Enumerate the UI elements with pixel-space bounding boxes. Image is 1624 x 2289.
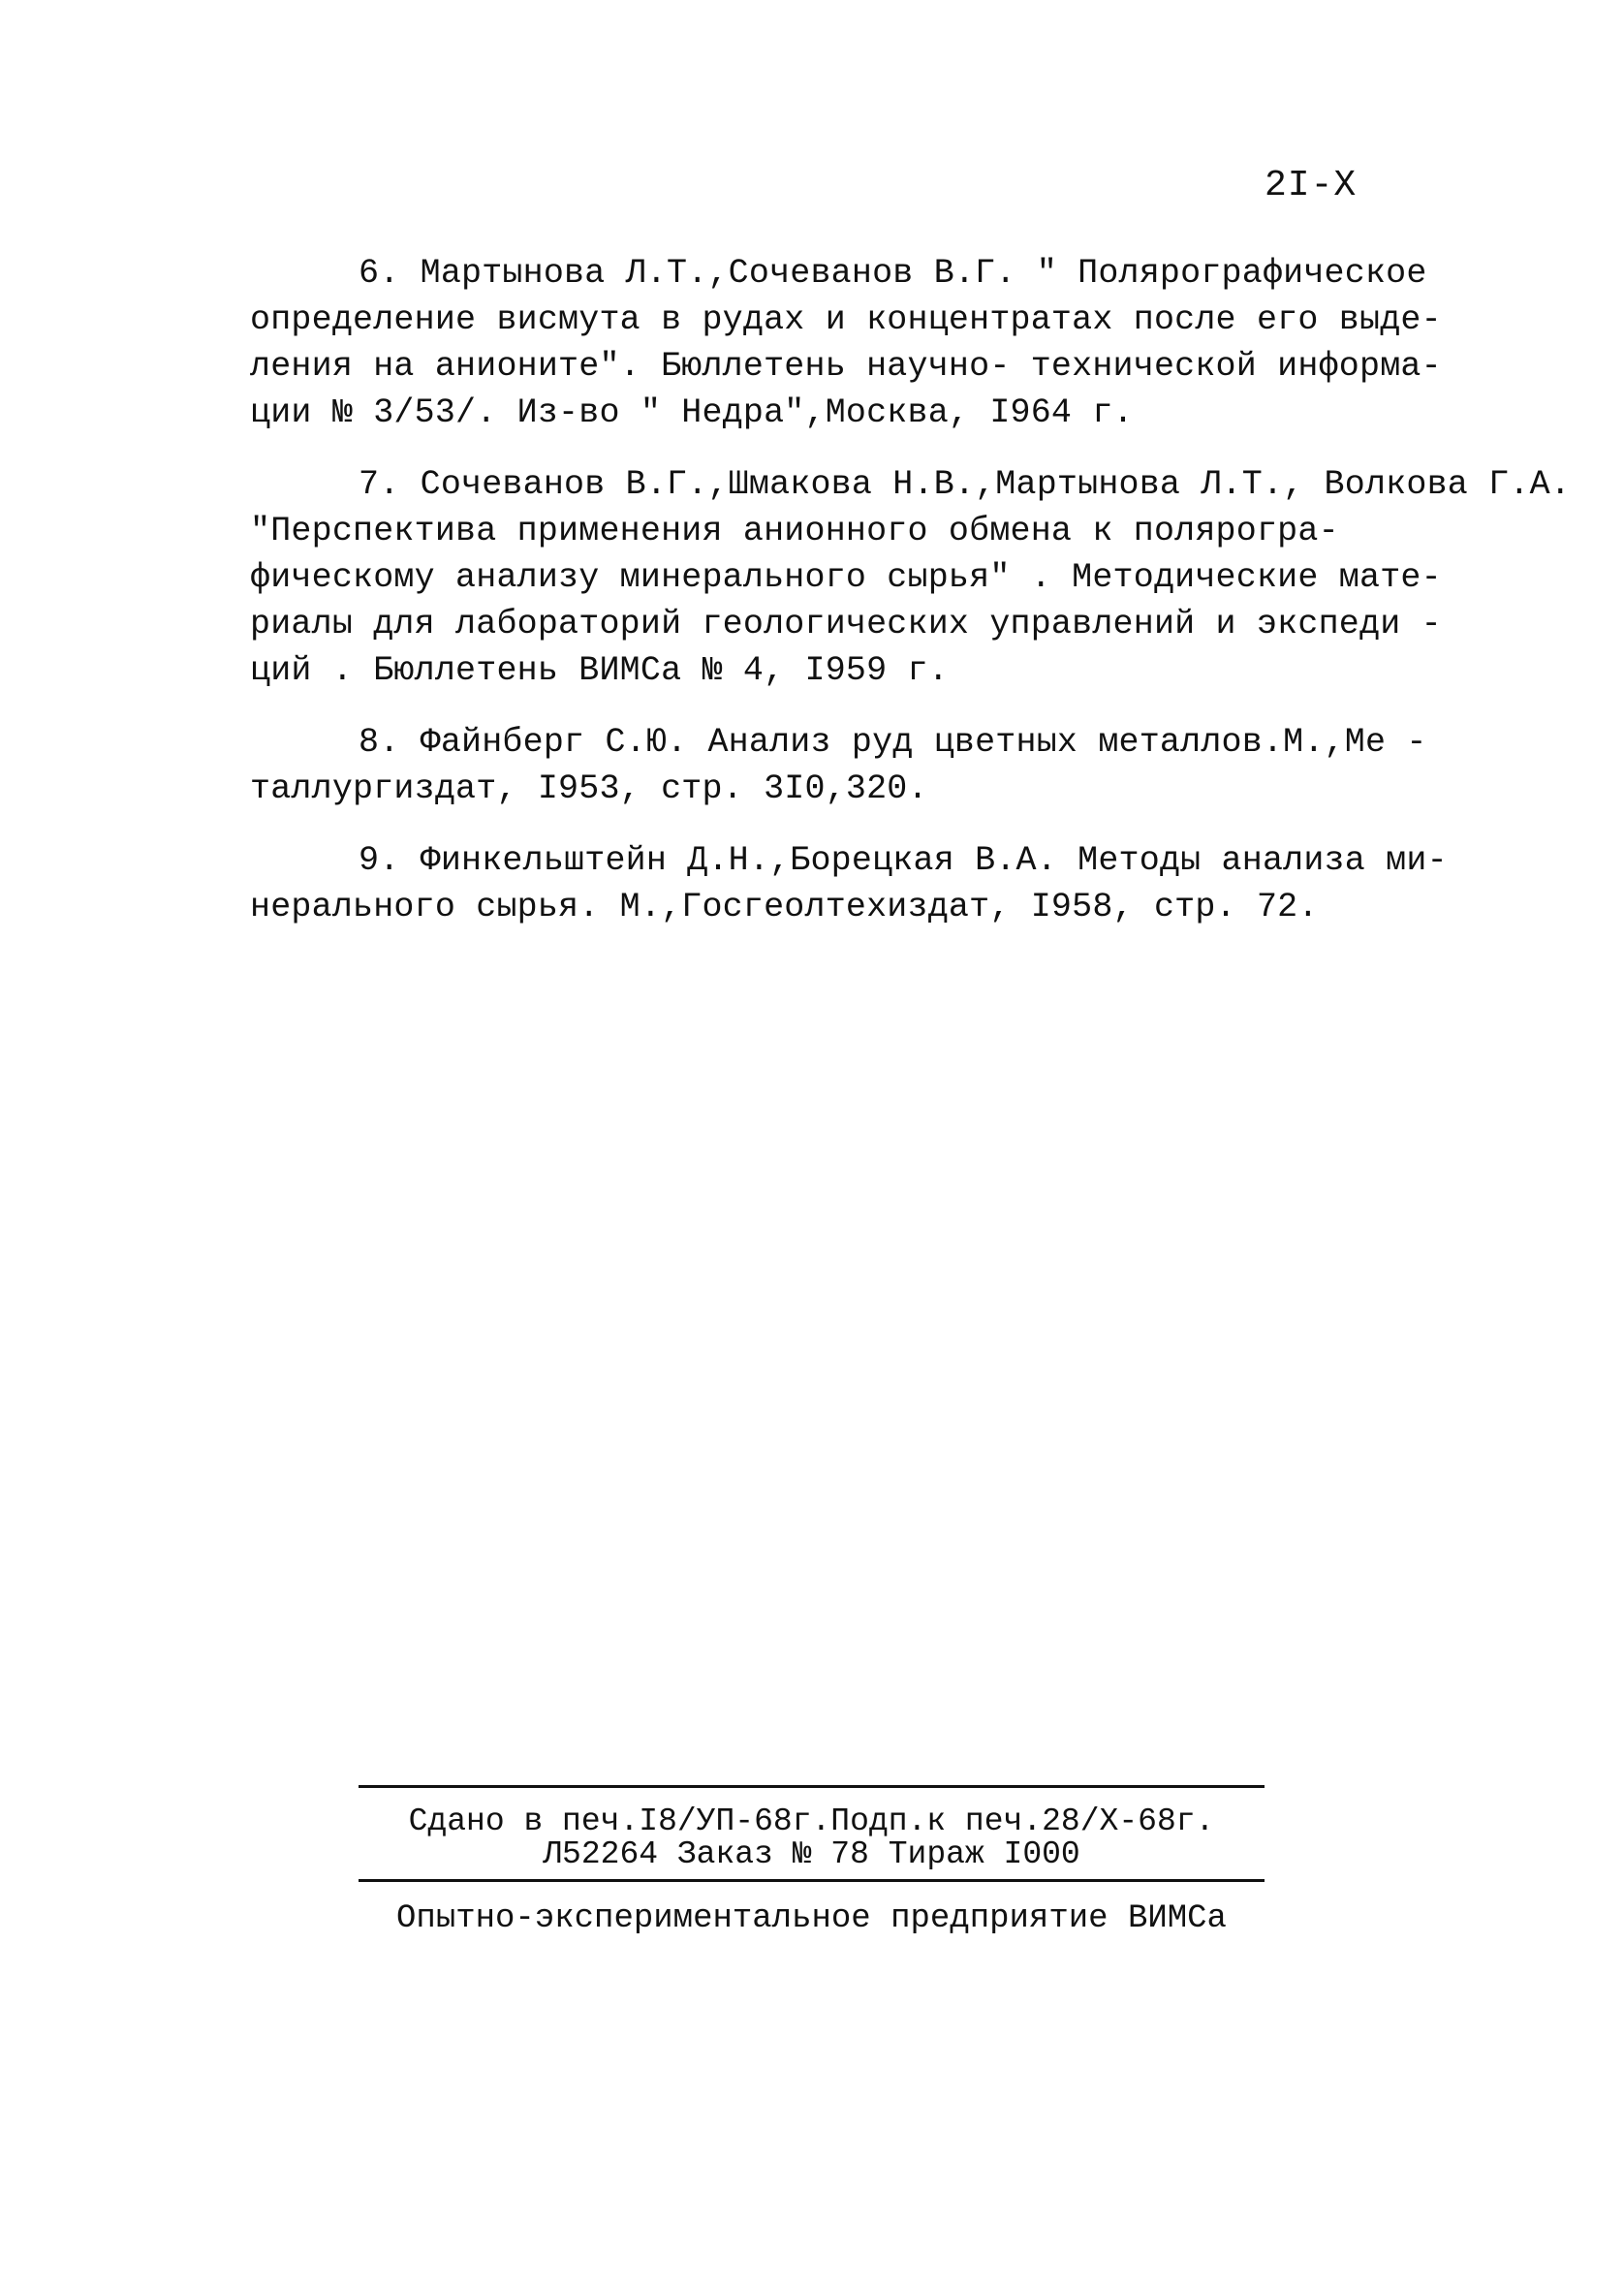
reference-list bbox=[250, 250, 1572, 956]
reference-line: определение висмута в рудах и концентратах после его выде- bbox=[250, 300, 1442, 339]
reference-line: 8. Файнберг С.Ю. Анализ руд цветных металлов.М.,Ме - bbox=[359, 723, 1427, 762]
reference-item-6 bbox=[250, 250, 1442, 436]
imprint-details bbox=[359, 1788, 1265, 1879]
reference-line: 7. Сочеванов В.Г.,Шмакова Н.В.,Мартынова Л.Т., Волкова Г.А. bbox=[359, 465, 1572, 504]
reference-line: 6. Мартынова Л.Т.,Сочеванов В.Г. " Полярографическое bbox=[359, 254, 1427, 293]
publisher-name: Опытно-экспериментальное предприятие ВИМСа bbox=[396, 1900, 1227, 1937]
reference-item-7 bbox=[250, 461, 1572, 694]
reference-line: 9. Финкельштейн Д.Н.,Борецкая В.А. Методы анализа ми- bbox=[359, 841, 1448, 880]
imprint-block bbox=[359, 1785, 1265, 1942]
imprint-print-dates: Сдано в печ.I8/УП-68г.Подп.к печ.28/Х-68г. bbox=[408, 1803, 1215, 1839]
reference-item-8 bbox=[250, 719, 1427, 812]
reference-line: таллургиздат, I953, стр. 3I0,320. bbox=[250, 769, 928, 808]
imprint-order-info: Л52264 Заказ № 78 Тираж I000 bbox=[543, 1836, 1080, 1872]
page-number: 2I-X bbox=[1265, 165, 1358, 206]
reference-line: ления на анионите". Бюллетень научно- технической информа- bbox=[250, 347, 1442, 386]
reference-item-9 bbox=[250, 837, 1448, 930]
reference-line: риалы для лабораторий геологических управлений и экспеди - bbox=[250, 605, 1442, 643]
reference-line: фическому анализу минерального сырья" . Методические мате- bbox=[250, 558, 1442, 597]
reference-line: ции № 3/53/. Из-во " Недра",Москва, I964 г. bbox=[250, 393, 1134, 432]
reference-line: "Перспектива применения анионного обмена к полярогра- bbox=[250, 512, 1339, 550]
reference-line: ций . Бюллетень ВИМСа № 4, I959 г. bbox=[250, 651, 949, 690]
reference-line: нерального сырья. М.,Госгеолтехиздат, I958, стр. 72. bbox=[250, 888, 1319, 926]
